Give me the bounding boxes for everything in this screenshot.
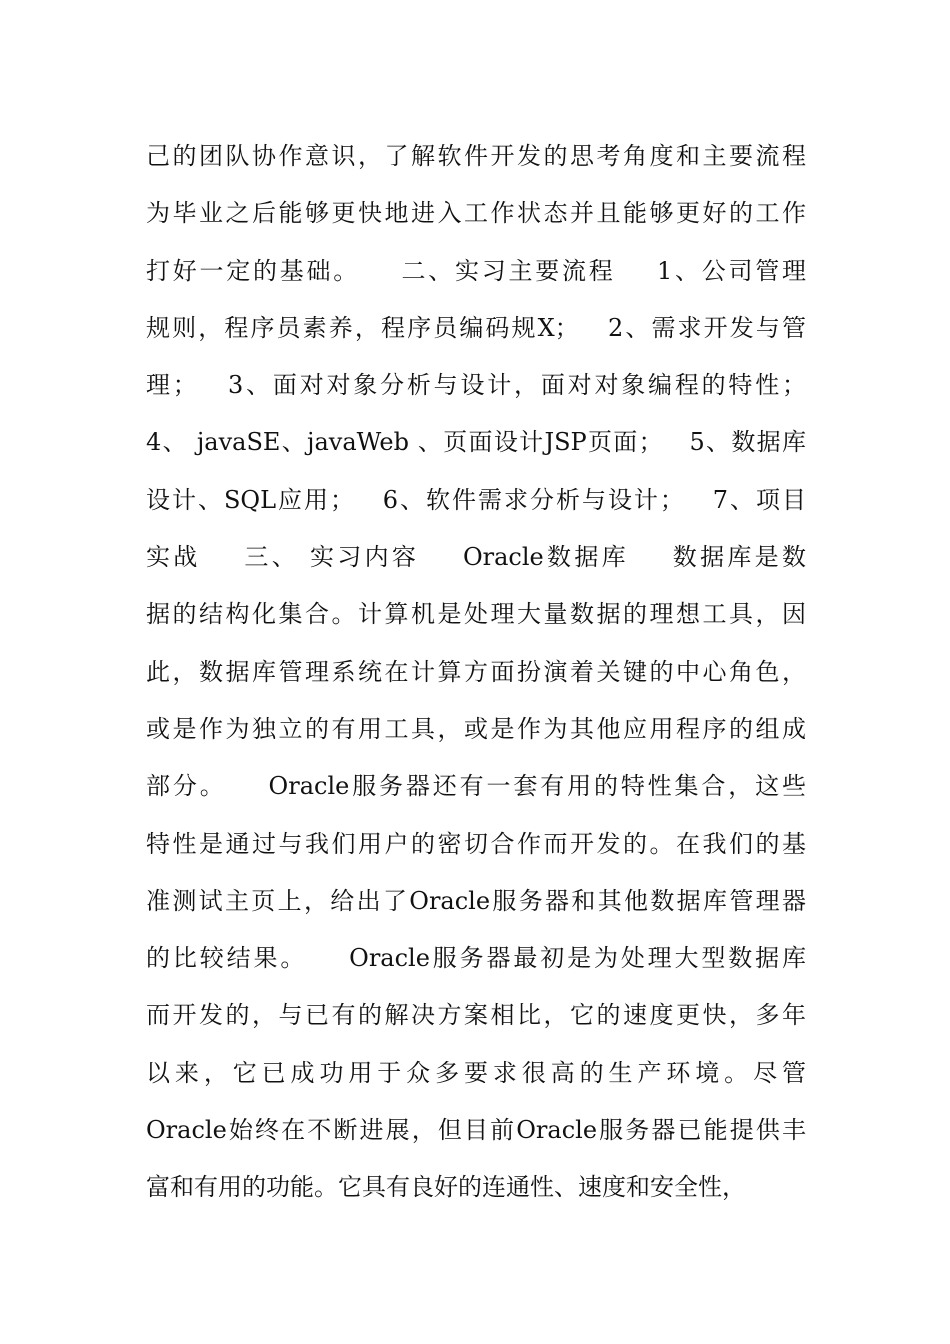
text-line-10: 此，数据库管理系统在计算方面扮演着关键的中心角色， [146, 657, 806, 686]
text-line-12: 部分。 Oracle服务器还有一套有用的特性集合，这些 [146, 772, 806, 801]
text-line-2: 为毕业之后能够更快地进入工作状态并且能够更好的工作 [146, 199, 806, 228]
text-line-19: 富和有用的功能。它具有良好的连通性、速度和安全性， [146, 1173, 746, 1202]
text-line-11: 或是作为独立的有用工具，或是作为其他应用程序的组成 [146, 714, 806, 743]
text-line-7: 设计、SQL应用； 6、软件需求分析与设计； 7、项目 [146, 485, 806, 514]
text-line-8: 实战 三、 实习内容 Oracle数据库 数据库是数 [146, 543, 806, 572]
text-line-17: 以来，它已成功用于众多要求很高的生产环境。尽管 [146, 1058, 806, 1087]
text-line-16: 而开发的，与已有的解决方案相比，它的速度更快，多年 [146, 1001, 806, 1030]
text-line-14: 准测试主页上，给出了Oracle服务器和其他数据库管理器 [146, 886, 806, 915]
text-line-5: 理； 3、面对对象分析与设计，面对对象编程的特性； [146, 371, 806, 400]
text-line-1: 己的团队协作意识，了解软件开发的思考角度和主要流程 [146, 142, 806, 170]
body-text [146, 128, 806, 1217]
text-line-15: 的比较结果。 Oracle服务器最初是为处理大型数据库 [146, 944, 806, 973]
text-line-6: 4、 javaSE、javaWeb 、页面设计JSP页面； 5、数据库 [146, 428, 806, 457]
text-line-9: 据的结构化集合。计算机是处理大量数据的理想工具，因 [146, 600, 806, 629]
text-line-13: 特性是通过与我们用户的密切合作而开发的。在我们的基 [146, 829, 806, 858]
text-line-4: 规则，程序员素养，程序员编码规X； 2、需求开发与管 [146, 313, 806, 342]
text-line-18: Oracle始终在不断进展，但目前Oracle服务器已能提供丰 [146, 1116, 806, 1145]
text-line-3: 打好一定的基础。 二、实习主要流程 1、公司管理 [146, 256, 806, 285]
